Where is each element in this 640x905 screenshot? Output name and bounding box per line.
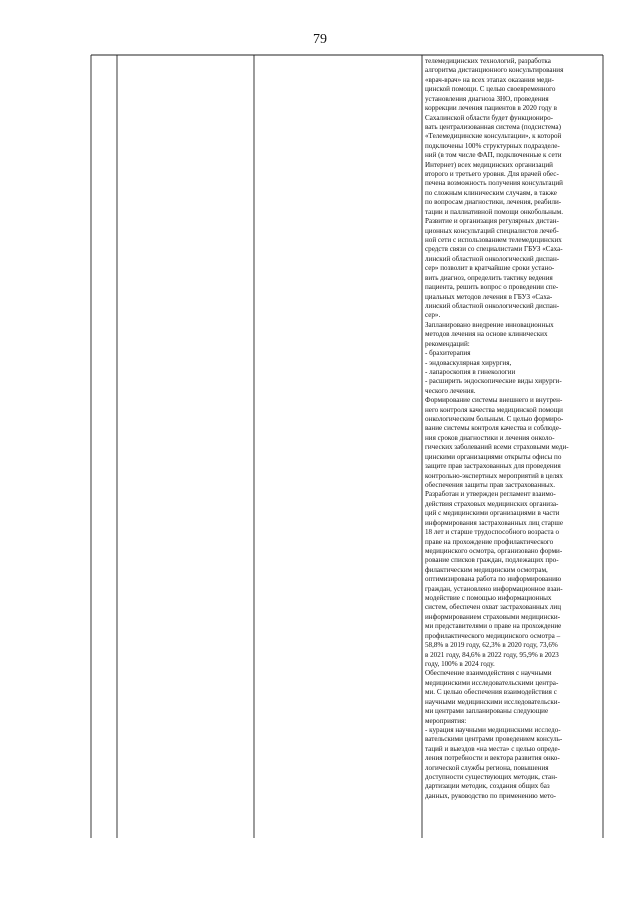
page-number: 79: [313, 32, 327, 47]
text-line: оптимизирована работа по информированию: [425, 575, 562, 584]
text-line: Формирование системы внешнего и внутрен-: [425, 396, 563, 405]
text-line: мероприятия:: [425, 716, 467, 725]
text-line: цинской помощи. С целью своевременного: [425, 85, 556, 94]
text-line: телемедицинских технологий, разработка: [425, 57, 551, 65]
text-line: информирования застрахованных лиц старше: [425, 518, 564, 527]
text-line: вание системы контроля качества и соблюде-: [425, 424, 562, 433]
text-line: пациента, решить вопрос о проведении спе-: [425, 283, 559, 292]
text-line: ций с медицинскими организациями в части: [425, 509, 560, 518]
text-line: ний (в том числе ФАП, подключенные к сети: [425, 151, 562, 160]
text-line: средств связи со специалистами ГБУЗ «Саха-: [425, 245, 563, 254]
text-line: - расширить эндоскопические виды хирурги-: [425, 377, 562, 386]
text-line: «Телемедицинские консультации», к которой: [425, 132, 562, 141]
text-line: таций и выездов «на места» с целью опреде-: [425, 744, 561, 753]
text-line: году, 100% в 2024 году.: [425, 660, 495, 668]
text-line: ления потребности и вектора развития онко-: [425, 754, 560, 763]
text-line: вательскими центрами проведением консуль-: [425, 735, 563, 744]
text-line: коррекции лечения пациентов в 2020 году в: [425, 104, 557, 113]
text-line: гических заболеваний всеми страховыми меди-: [425, 443, 569, 452]
text-line: Обеспечение взаимодействия с научными: [425, 669, 552, 678]
text-line: Интернет) всех медицинских организаций: [425, 160, 553, 169]
text-line: установления диагноза ЗНО, проведения: [425, 94, 549, 103]
text-line: Запланировано внедрение инновационных: [425, 320, 554, 329]
text-line: по сложным клиническим случаям, в также: [425, 188, 557, 197]
text-line: информированием страховыми медицински-: [425, 612, 561, 621]
text-line: ческого лечения.: [425, 386, 476, 395]
text-line: Сахалинской области будет функциониро-: [425, 113, 553, 122]
text-line: Разработан и утвержден регламент взаимо-: [425, 490, 556, 499]
text-line: 18 лет и старше трудоспособного возраста о: [425, 528, 560, 537]
text-line: доступности существующих методик, стан-: [425, 773, 558, 782]
text-line: - брахитерапия: [425, 349, 471, 358]
text-line: вить диагноз, определить тактику ведения: [425, 273, 553, 282]
text-line: подключены 100% структурных подразделе-: [425, 141, 560, 150]
text-line: линский областной онкологический диспан-: [425, 301, 560, 310]
text-line: 58,8% в 2019 году, 62,3% в 2020 году, 73,6%: [425, 641, 558, 650]
text-line: сер» позволит в кратчайшие сроки устано-: [425, 264, 555, 273]
text-line: - лапароскопия в гинекологии: [425, 367, 516, 376]
text-line: профилактического медицинского осмотра –: [425, 631, 561, 640]
text-line: филактическим медицинским осмотрам,: [425, 565, 548, 574]
text-line: линский областной онкологический диспан-: [425, 254, 560, 263]
text-line: обеспечения защиты прав застрахованных.: [425, 480, 556, 489]
text-line: систем, обеспечен охват застрахованных лиц: [425, 603, 561, 612]
text-line: логической службы региона, повышения: [425, 763, 549, 772]
text-line: рование списков граждан, подлежащих про-: [425, 556, 559, 565]
text-line: действия страховых медицинских организа-: [425, 499, 559, 508]
text-line: праве на прохождение профилактического: [425, 537, 554, 546]
text-line: второго и третьего уровня. Для врачей обес-: [425, 170, 559, 179]
text-line: сер».: [425, 311, 441, 320]
text-line: тации и паллиативной помощи онкобольным.: [425, 207, 563, 216]
text-line: вать централизованная система (подсистема): [425, 122, 561, 131]
text-line: ной сети с использованием телемедицинских: [425, 236, 562, 245]
text-line: данных, руководство по применению мето-: [425, 791, 557, 800]
text-line: ми представителями о праве на прохождение: [425, 622, 562, 631]
text-line: ми. С целью обеспечения взаимодействия с: [425, 688, 557, 697]
text-line: рекомендаций:: [425, 339, 470, 348]
text-line: модействие с помощью информационных: [425, 594, 552, 603]
text-line: ми центрами запланированы следующие: [425, 707, 549, 716]
text-line: защите прав застрахованных для проведения: [425, 462, 561, 471]
text-line: по вопросам диагностики, лечения, реабили-: [425, 198, 562, 207]
text-line: циальных методов лечения в ГБУЗ «Саха-: [425, 292, 553, 301]
text-line: ния сроков диагностики и лечения онколо-: [425, 433, 555, 442]
text-line: методов лечения на основе клинических: [425, 330, 548, 339]
text-line: него контроля качества медицинской помощи: [425, 405, 563, 414]
text-line: дартизации методик, создания общих баз: [425, 782, 550, 791]
text-line: цинскими организациями открыты офисы по: [425, 452, 562, 461]
text-line: контрольно-экспертных мероприятий в целях: [425, 471, 563, 480]
text-line: онкологическим больным. С целью формиро-: [425, 415, 564, 424]
text-line: научными медицинскими исследовательски-: [425, 697, 560, 706]
text-line: медицинского осмотра, организовано форми-: [425, 546, 563, 555]
text-line: «врач-врач» на всех этапах оказания меди-: [425, 75, 554, 84]
text-line: - эндоваскулярная хирургия,: [425, 358, 512, 367]
text-line: ционных консультаций специалистов лечеб-: [425, 226, 559, 235]
text-line: - курация научными медицинскими исследо-: [425, 725, 561, 734]
text-line: в 2021 году, 84,6% в 2022 году, 95,9% в 2023: [425, 650, 559, 659]
text-line: медицинскими исследовательскими центра-: [425, 678, 559, 687]
text-line: печена возможность получения консультаций: [425, 179, 563, 188]
text-line: алгоритма дистанционного консультирования: [425, 66, 564, 75]
table-cell-text: [425, 57, 601, 801]
text-line: Развитие и организация регулярных дистан-: [425, 217, 559, 226]
text-line: граждан, установлено информационное взаи-: [425, 584, 563, 593]
